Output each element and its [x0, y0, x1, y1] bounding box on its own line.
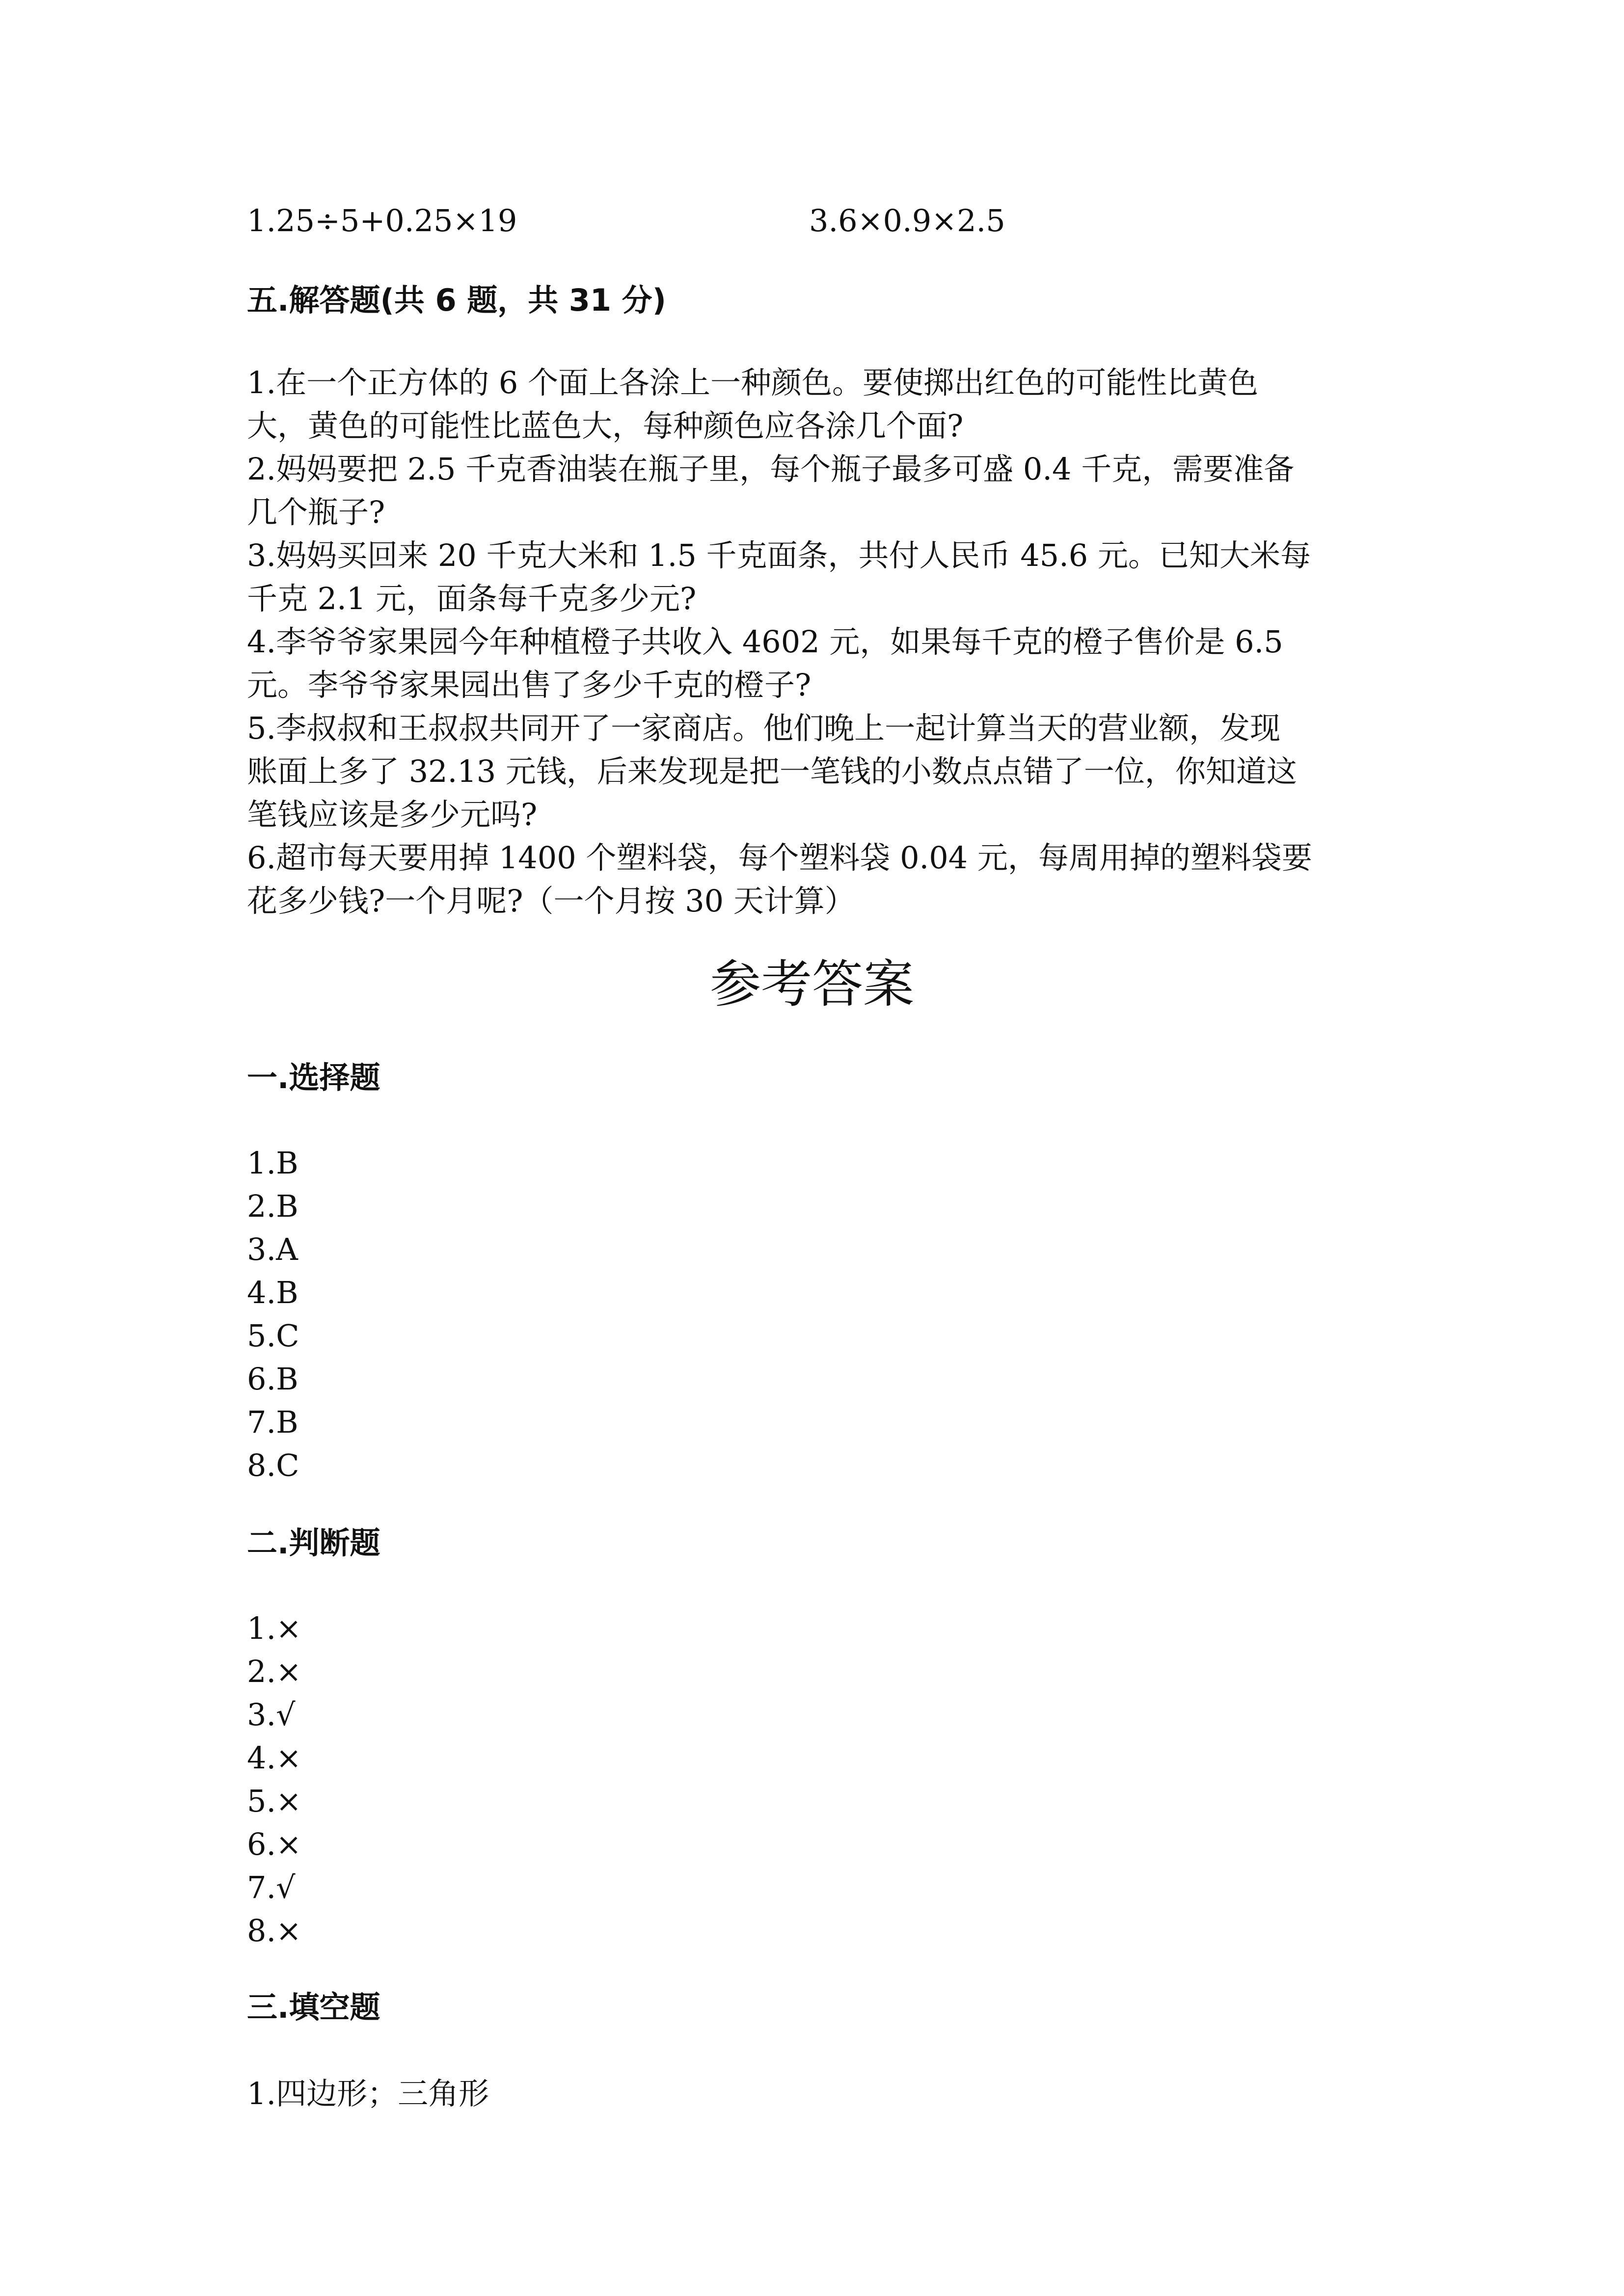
answer-item: 7.B — [247, 1404, 298, 1440]
q2-line1: 2.妈妈要把 2.5 千克香油装在瓶子里，每个瓶子最多可盛 0.4 千克，需要准备 — [247, 451, 1295, 487]
answer-item: 8.× — [247, 1913, 302, 1949]
q5-line1: 5.李叔叔和王叔叔共同开了一家商店。他们晚上一起计算当天的营业额，发现 — [247, 710, 1281, 746]
answer-item: 1.× — [247, 1610, 302, 1646]
q1-line2: 大，黄色的可能性比蓝色大，每种颜色应各涂几个面? — [247, 408, 964, 444]
answer-item: 1.B — [247, 1145, 298, 1181]
answers-title: 参考答案 — [709, 954, 914, 1014]
q4-line2: 元。李爷爷家果园出售了多少千克的橙子? — [247, 667, 812, 703]
answer-item: 8.C — [247, 1447, 299, 1483]
calc-left: 1.25÷5+0.25×19 — [247, 203, 517, 239]
q3-line1: 3.妈妈买回来 20 千克大米和 1.5 千克面条，共付人民币 45.6 元。已知大米每 — [247, 537, 1311, 573]
answer-item: 5.C — [247, 1318, 299, 1354]
answer-item: 5.× — [247, 1783, 302, 1819]
answers-s2-heading: 二.判断题 — [247, 1525, 380, 1561]
q5-line2: 账面上多了 32.13 元钱，后来发现是把一笔钱的小数点点错了一位，你知道这 — [247, 753, 1297, 789]
q5-line3: 笔钱应该是多少元吗? — [247, 797, 538, 832]
answers-s1-heading: 一.选择题 — [247, 1060, 380, 1095]
answer-item: 3.A — [247, 1231, 298, 1267]
answer-item: 3.√ — [247, 1697, 296, 1733]
answer-item: 4.B — [247, 1275, 298, 1310]
answer-item: 2.B — [247, 1188, 298, 1224]
answer-item: 6.× — [247, 1826, 302, 1862]
answer-item: 7.√ — [247, 1869, 296, 1905]
q6-line2: 花多少钱?一个月呢?（一个月按 30 天计算） — [247, 883, 855, 919]
section5-heading: 五.解答题(共 6 题，共 31 分) — [247, 282, 666, 318]
answer-item: 6.B — [247, 1361, 298, 1397]
answer-item: 2.× — [247, 1654, 302, 1689]
q6-line1: 6.超市每天要用掉 1400 个塑料袋，每个塑料袋 0.04 元，每周用掉的塑料袋要 — [247, 840, 1312, 876]
answer-item: 1.四边形；三角形 — [247, 2076, 489, 2111]
q1-line1: 1.在一个正方体的 6 个面上各涂上一种颜色。要使掷出红色的可能性比黄色 — [247, 365, 1259, 400]
q2-line2: 几个瓶子? — [247, 494, 385, 530]
q3-line2: 千克 2.1 元，面条每千克多少元? — [247, 581, 697, 616]
q4-line1: 4.李爷爷家果园今年种植橙子共收入 4602 元，如果每千克的橙子售价是 6.5 — [247, 624, 1283, 660]
calc-right: 3.6×0.9×2.5 — [809, 203, 1005, 239]
answers-s3-heading: 三.填空题 — [247, 1989, 380, 2025]
answer-item: 4.× — [247, 1740, 302, 1776]
